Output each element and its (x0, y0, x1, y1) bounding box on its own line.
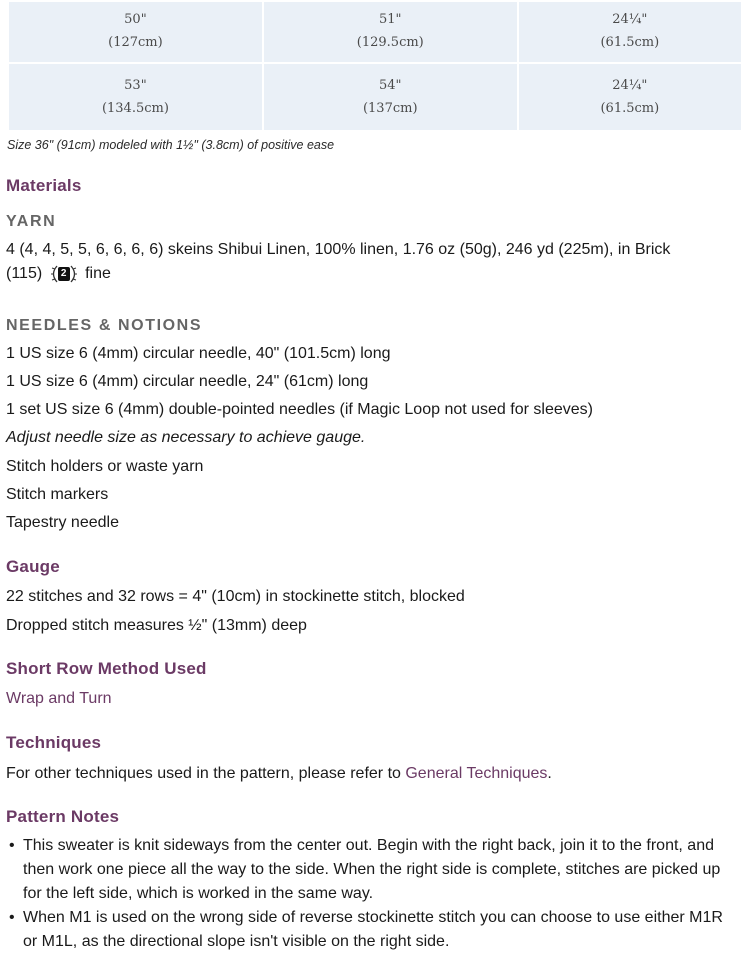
techniques-text: For other techniques used in the pattern, please refer to General Techniques. (6, 765, 552, 782)
techniques-heading: Techniques (6, 733, 102, 752)
needle-item: 1 US size 6 (4mm) circular needle, 24" (61cm) long (6, 373, 369, 390)
list-item: • When M1 is used on the wrong side of reverse stockinette stitch you can choose to use either M1R or M1L, as the directional slope isn't visible on the right side. (7, 906, 737, 954)
table-row (8, 63, 742, 131)
yarn-heading: YARN (6, 213, 57, 230)
table-cell: 53" (134.5cm) (8, 63, 263, 131)
yarn-line-1: 4 (4, 4, 5, 5, 6, 6, 6, 6) skeins Shibui Linen, 100% linen, 1.76 oz (50g), 246 yd (225m), in Brick (6, 241, 671, 258)
needles-heading: NEEDLES & NOTIONS (6, 317, 203, 334)
yarn-weight-number: 2 (58, 267, 70, 281)
yarn-weight-label: fine (85, 265, 111, 283)
needle-item: 1 set US size 6 (4mm) double-pointed needles (if Magic Loop not used for sleeves) (6, 401, 593, 418)
size-caption: Size 36" (91cm) modeled with 1½" (3.8cm) of positive ease (7, 138, 335, 152)
table-cell: 24¼" (61.5cm) (518, 1, 742, 63)
gauge-note: Adjust needle size as necessary to achieve gauge. (6, 429, 366, 446)
table-row (8, 1, 742, 63)
gauge-line: Dropped stitch measures ½" (13mm) deep (6, 617, 307, 634)
notion-item: Stitch holders or waste yarn (6, 458, 204, 475)
table-cell: 51" (129.5cm) (263, 1, 518, 63)
needle-item: 1 US size 6 (4mm) circular needle, 40" (101.5cm) long (6, 345, 391, 362)
general-techniques-link[interactable]: General Techniques (405, 765, 548, 782)
gauge-line: 22 stitches and 32 rows = 4" (10cm) in stockinette stitch, blocked (6, 588, 465, 605)
table-cell: 54" (137cm) (263, 63, 518, 131)
notion-item: Tapestry needle (6, 514, 119, 531)
materials-heading: Materials (6, 176, 82, 195)
short-row-heading: Short Row Method Used (6, 659, 207, 678)
wrap-and-turn-link[interactable]: Wrap and Turn (6, 690, 112, 707)
list-item: • This sweater is knit sideways from the center out. Begin with the right back, join it to the front, and then work one piece all the way to the side. When the right side is complete, stitches are picked up for the left side, which is worked in the same way. (7, 834, 737, 906)
size-table (7, 0, 743, 132)
yarn-weight-icon (49, 264, 79, 284)
table-cell: 50" (127cm) (8, 1, 263, 63)
pattern-notes-list (7, 834, 737, 954)
yarn-line-2 (6, 264, 111, 284)
gauge-heading: Gauge (6, 557, 60, 576)
pattern-notes-heading: Pattern Notes (6, 807, 120, 826)
notion-item: Stitch markers (6, 486, 109, 503)
yarn-color-code: (115) (6, 265, 43, 283)
table-cell: 24¼" (61.5cm) (518, 63, 742, 131)
